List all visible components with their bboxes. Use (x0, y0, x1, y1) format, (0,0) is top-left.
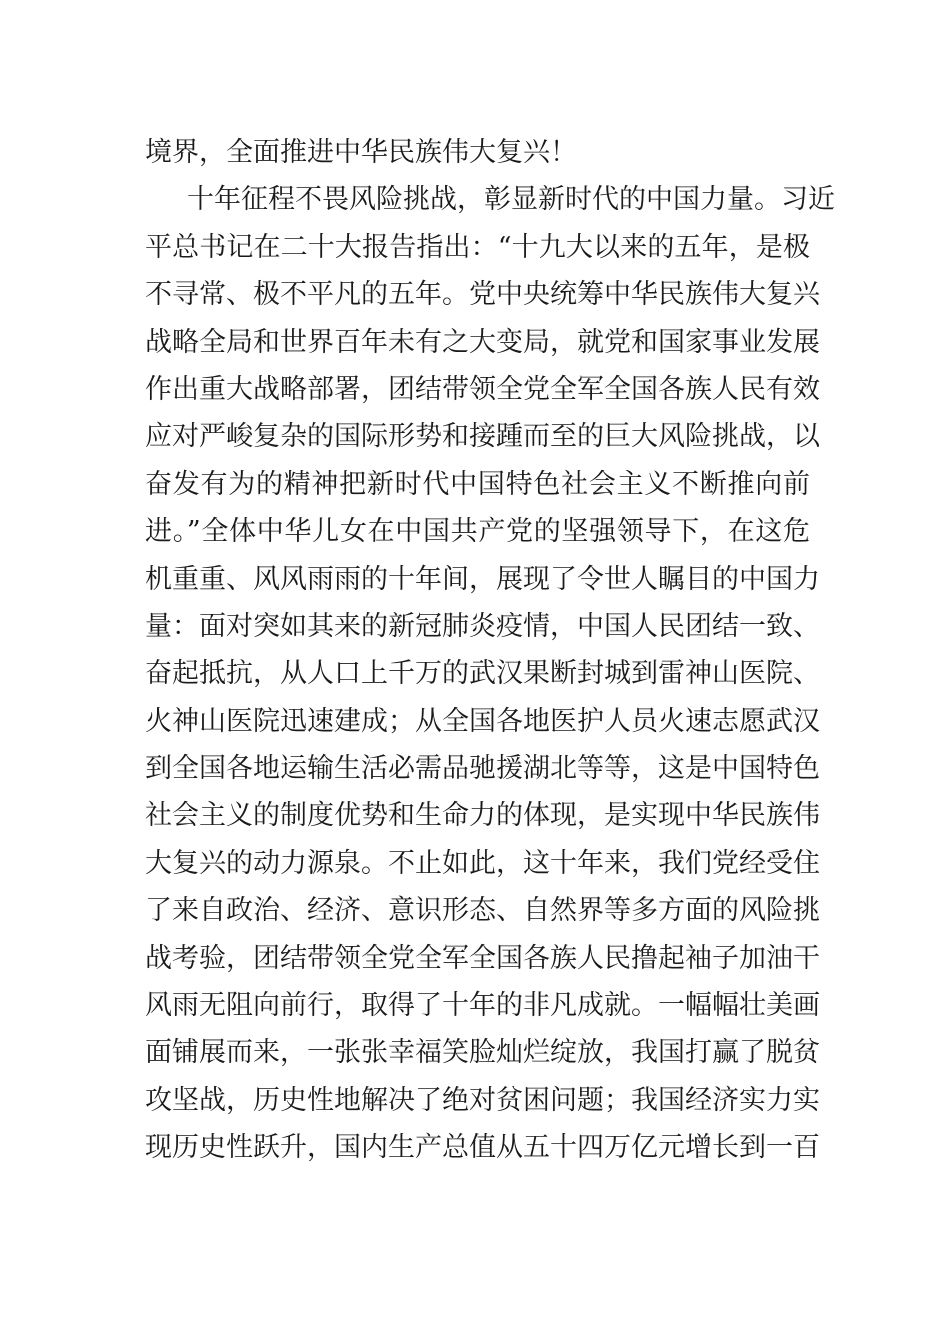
text-line: 面铺展而来，一张张幸福笑脸灿烂绽放，我国打赢了脱贫 (145, 1037, 820, 1069)
text-line: 风雨无阻向前行，取得了十年的非凡成就。一幅幅壮美画 (145, 990, 820, 1022)
text-line: 作出重大战略部署，团结带领全党全军全国各族人民有效 (145, 373, 820, 405)
text-line: 现历史性跃升，国内生产总值从五十四万亿元增长到一百 (145, 1132, 820, 1164)
text-line: 境界，全面推进中华民族伟大复兴！ (145, 137, 577, 168)
text-line: 战考验，团结带领全党全军全国各族人民撸起袖子加油干 (145, 942, 820, 974)
text-line: 大复兴的动力源泉。不止如此，这十年来，我们党经受住 (145, 847, 820, 879)
text-line: 机重重、风风雨雨的十年间，展现了令世人瞩目的中国力 (145, 563, 820, 595)
text-line: 到全国各地运输生活必需品驰援湖北等等，这是中国特色 (145, 753, 820, 785)
text-line: 进。”全体中华儿女在中国共产党的坚强领导下，在这危 (145, 516, 810, 548)
text-line: 平总书记在二十大报告指出：“十九大以来的五年，是极 (145, 231, 810, 263)
text-line: 战略全局和世界百年未有之大变局，就党和国家事业发展 (145, 326, 820, 358)
text-line: 社会主义的制度优势和生命力的体现，是实现中华民族伟 (145, 800, 820, 832)
text-line: 攻坚战，历史性地解决了绝对贫困问题；我国经济实力实 (145, 1084, 820, 1116)
text-line: 不寻常、极不平凡的五年。党中央统筹中华民族伟大复兴 (145, 279, 820, 311)
text-line: 火神山医院迅速建成；从全国各地医护人员火速志愿武汉 (145, 705, 820, 737)
body-text (145, 129, 835, 1172)
text-line: 十年征程不畏风险挑战，彰显新时代的中国力量。习近 (187, 184, 835, 216)
text-line: 了来自政治、经济、意识形态、自然界等多方面的风险挑 (145, 895, 820, 927)
text-line: 应对严峻复杂的国际形势和接踵而至的巨大风险挑战，以 (145, 421, 820, 453)
text-line: 量：面对突如其来的新冠肺炎疫情，中国人民团结一致、 (145, 610, 820, 642)
text-line: 奋起抵抗，从人口上千万的武汉果断封城到雷神山医院、 (145, 658, 820, 690)
text-line: 奋发有为的精神把新时代中国特色社会主义不断推向前 (145, 468, 810, 500)
